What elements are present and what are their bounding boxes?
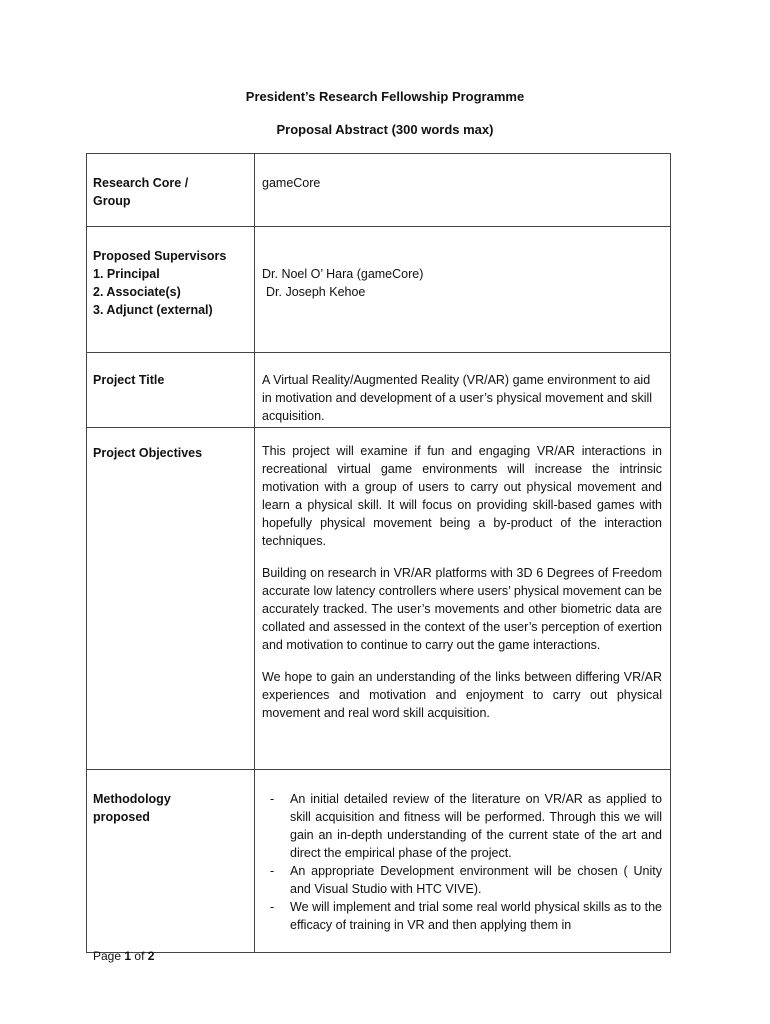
supervisors-value — [255, 227, 671, 353]
supervisors-label — [87, 227, 255, 353]
research-core-label-line1: Research Core / — [93, 176, 189, 190]
page-total: 2 — [147, 949, 155, 963]
project-title-value: A Virtual Reality/Augmented Reality (VR/AR) game environment to aid in motivation and development of a user’s physical movement and skill acquisition. — [255, 353, 671, 428]
methodology-item-text: An initial detailed review of the literature on VR/AR as applied to skill acquisition and fitness will be performed. Through this we will gain an in-depth understanding of the current state of the art and direct the empirical phase of the project. — [290, 792, 662, 860]
bullet-dash-icon: - — [270, 900, 275, 914]
research-core-value: gameCore — [255, 154, 671, 227]
objectives-row — [87, 428, 671, 770]
project-title-row — [87, 353, 671, 428]
document-title: President’s Research Fellowship Programme — [245, 89, 525, 104]
research-core-label-line2: Group — [93, 194, 131, 208]
methodology-label — [87, 770, 255, 953]
supervisors-row — [87, 227, 671, 353]
bullet-dash-icon: - — [270, 864, 275, 878]
supervisors-label-line1: Proposed Supervisors — [93, 249, 227, 263]
list-item — [262, 790, 662, 862]
objectives-value — [255, 428, 671, 770]
methodology-label-line1: Methodology — [93, 792, 171, 806]
research-core-label — [87, 154, 255, 227]
objectives-label: Project Objectives — [87, 428, 255, 770]
project-title-label: Project Title — [87, 353, 255, 428]
research-core-row — [87, 154, 671, 227]
proposal-form-table — [86, 153, 671, 953]
page-of-label: of — [134, 949, 145, 963]
objectives-paragraph-2: Building on research in VR/AR platforms with 3D 6 Degrees of Freedom accurate low latency controllers where users’ physical movement can be accurately tracked. The user’s movements and other biometric data are collated and assessed in the context of the user’s perception of exertion and motivation to continue to carry out the game interactions. — [262, 566, 662, 652]
page-footer — [93, 949, 154, 963]
document-subtitle: Proposal Abstract (300 words max) — [276, 122, 494, 137]
methodology-item-text: We will implement and trial some real world physical skills as to the efficacy of training in VR and then applying them in — [290, 900, 662, 932]
methodology-item-text: An appropriate Development environment will be chosen ( Unity and Visual Studio with HTC VIVE). — [290, 864, 662, 896]
methodology-row — [87, 770, 671, 953]
associate-supervisor: Dr. Joseph Kehoe — [266, 285, 366, 299]
methodology-label-line2: proposed — [93, 810, 150, 824]
methodology-list — [262, 790, 662, 934]
supervisors-label-line3: 2. Associate(s) — [93, 285, 181, 299]
supervisors-label-line4: 3. Adjunct (external) — [93, 303, 213, 317]
objectives-paragraph-1: This project will examine if fun and engaging VR/AR interactions in recreational virtual game environments will increase the intrinsic motivation with a group of users to carry out physical movement and learn a physical skill. It will focus on providing skill-based games with hopefully physical movement being a by-product of the interaction techniques. — [262, 444, 662, 548]
principal-supervisor: Dr. Noel O’ Hara (gameCore) — [262, 267, 424, 281]
page-label: Page — [93, 949, 122, 963]
page-current: 1 — [124, 949, 132, 963]
list-item — [262, 862, 662, 898]
supervisors-label-line2: 1. Principal — [93, 267, 160, 281]
methodology-value — [255, 770, 671, 953]
list-item — [262, 898, 662, 934]
objectives-paragraph-3: We hope to gain an understanding of the links between differing VR/AR experiences and motivation and enjoyment to carry out physical movement and real word skill acquisition. — [262, 670, 662, 720]
bullet-dash-icon: - — [270, 792, 275, 806]
